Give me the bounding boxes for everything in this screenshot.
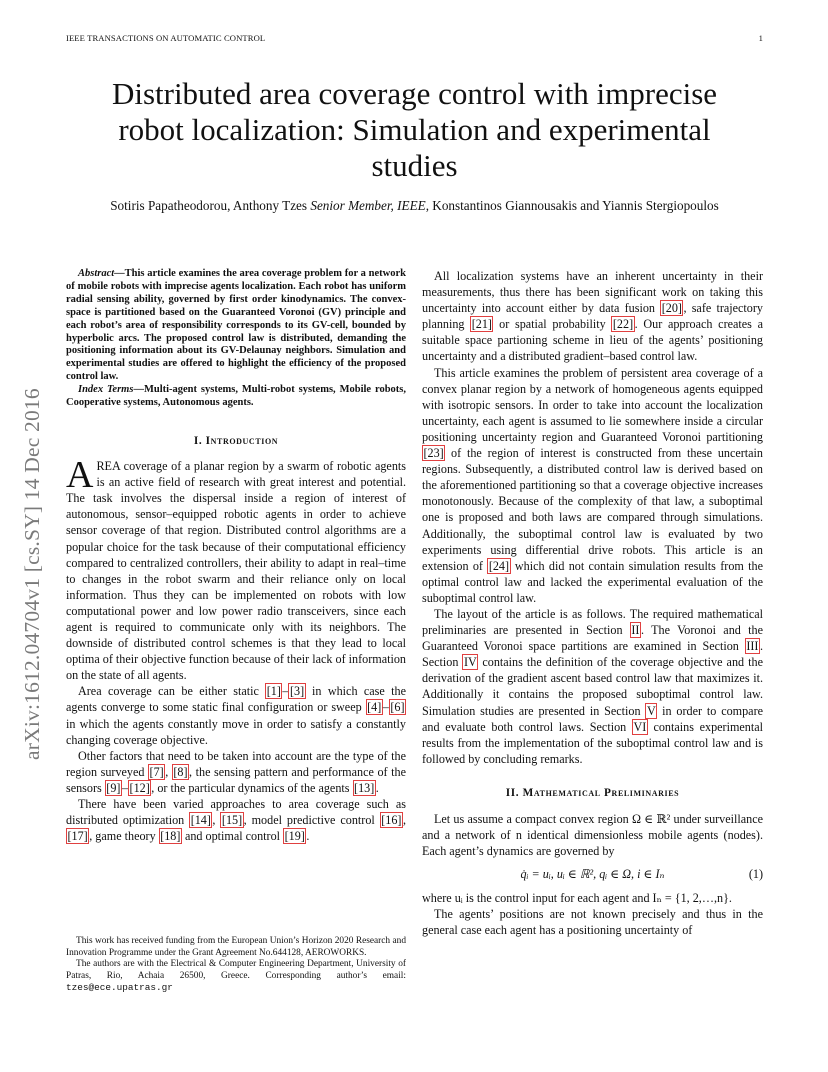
citation-link[interactable]: [8] [173, 764, 188, 779]
intro-paragraph [66, 748, 406, 796]
text: , model predictive control [243, 813, 380, 828]
text: in which case the agents converge to some static final configuration or sweep [66, 684, 406, 715]
text: , safe trajectory planning [422, 301, 763, 332]
text: , [165, 764, 172, 779]
text: in order to compare and evaluate both control laws. Section [422, 703, 763, 734]
citation-link[interactable]: [6] [390, 700, 405, 715]
body-paragraph [422, 365, 763, 606]
section-link[interactable]: II [631, 623, 640, 638]
body-paragraph: where uᵢ is the control input for each agent and Iₙ = {1, 2,…,n}. [422, 891, 732, 906]
text: and optimal control [181, 829, 284, 844]
text: There have been varied approaches to area coverage such as distributed optimization [66, 797, 406, 828]
text: The authors are with the Electrical & Computer Engineering Department, University of Patras, Rio, Achaia 26500, Greece. Corresponding author’s email: [66, 959, 406, 981]
citation-link[interactable]: [12] [129, 780, 150, 795]
section-heading-introduction: I. Introduction [193, 434, 279, 447]
abstract-label: Abstract [78, 268, 115, 279]
equation-number: (1) [748, 867, 763, 882]
index-terms [66, 384, 406, 410]
text: , [212, 813, 221, 828]
paragraph-text: REA coverage of a planar region by a swarm of robotic agents is an active field of research with great interest and potential. The task involves the dispersal inside a region of interest of autonomous, sensor–equipped robotic agents in order to achieve sensor coverage of that region. Distributed control algorithms are a popular choice for the task because of their computational efficiency compared to centralized controllers, their ability to adapt in real–time to changes in the robot swarm and their reliance only on local information. Thus they can be implemented on robots with low computational power and low power radio transceivers, since each agent is required to communicate only with its neighbors. The downside of distributed control schemes is that they lead to local optima of their objective function because of their lack of information on the state of all agents. [66, 459, 406, 683]
citation-link[interactable]: [23] [423, 446, 444, 461]
text: The layout of the article is as follows. The required mathematical preliminaries are presented in Section [422, 606, 763, 638]
equation-body: q̇ᵢ = uᵢ, uᵢ ∈ ℝ², qᵢ ∈ Ω, i ∈ Iₙ [520, 867, 665, 882]
journal-name: IEEE TRANSACTIONS ON AUTOMATIC CONTROL [66, 33, 266, 43]
text: . [306, 829, 310, 844]
citation-link[interactable]: [19] [284, 829, 305, 844]
abstract [66, 268, 406, 384]
section-heading-preliminaries: II. Mathematical Preliminaries [505, 786, 680, 799]
citation-link[interactable]: [21] [471, 317, 492, 332]
abstract-text: —This article examines the area coverage problem for a network of mobile robots with imprecise agents localization. Each robot has uniform radial sensing ability, governed by first order kinodynamics. The convex-space is partitioned based on the Guaranteed Voronoi (GV) principle and each robot’s area of responsibility corresponds to its GV-cell, bounded by hyperbolic arcs. The proposed control law is distributed, demanding the positioning information about its GV-Delaunay neighbors. Simulation and experimental studies are offered to highlight the efficiency of the proposed control law. [66, 268, 406, 383]
title-line: studies [371, 148, 458, 183]
affiliation-footnote [66, 959, 406, 995]
citation-link[interactable]: [7] [149, 764, 164, 779]
citation-link[interactable]: [9] [106, 780, 121, 795]
intro-paragraph [66, 796, 406, 844]
text: . The Voronoi and the Guaranteed Voronoi space partitions are examined in Section [422, 623, 763, 654]
citation-link[interactable]: [17] [67, 829, 88, 844]
text: . [375, 780, 379, 795]
citation-link[interactable]: [16] [381, 813, 402, 828]
text: Other factors that need to be taken into account are the type of the region surveyed [66, 748, 406, 779]
left-column [66, 268, 406, 844]
citation-link[interactable]: [24] [488, 558, 510, 573]
email-link[interactable]: tzes@ece.upatras.gr [66, 982, 173, 994]
text: – [121, 780, 129, 795]
author-names: Sotiris Papatheodorou, Anthony Tzes [110, 198, 311, 213]
text: which did not contain simulation results from the optimal control law and lacked the experimental evaluation of the suboptimal control law. [422, 558, 763, 605]
intro-paragraph [66, 683, 406, 747]
citation-link[interactable]: [13] [354, 780, 375, 795]
title-line: robot localization: Simulation and experimental [118, 112, 711, 147]
citation-link[interactable]: [20] [661, 301, 682, 316]
paper-title [66, 76, 763, 184]
citation-link[interactable]: [14] [190, 813, 211, 828]
citation-link[interactable]: [22] [612, 317, 634, 332]
text: , the sensing pattern and performance of the sensors [66, 764, 406, 795]
text: . Our approach creates a suitable space partioning scheme in lieu of the agents’ positioning uncertainty and a distributed gradient–based control law. [422, 317, 763, 364]
citation-link[interactable]: [18] [160, 829, 181, 844]
body-paragraph [422, 606, 763, 767]
text: , or the particular dynamics of the agents [151, 780, 353, 795]
intro-paragraph [66, 454, 406, 683]
citation-link[interactable]: [1] [266, 684, 281, 699]
section-link[interactable]: VI [633, 719, 647, 734]
text: . Section [422, 639, 763, 670]
text: , game theory [89, 829, 159, 844]
text: , [402, 813, 406, 828]
body-paragraph [422, 268, 763, 365]
citation-link[interactable]: [3] [289, 684, 305, 699]
section-link[interactable]: III [746, 639, 759, 654]
body-paragraph: The agents’ positions are not known precisely and thus in the general case each agent has a positioning uncertainty of [422, 907, 763, 938]
right-column [422, 268, 763, 939]
running-header [66, 33, 763, 43]
text: of the region of interest is constructed from these uncertain regions. Subsequently, a distributed control law is derived based on the aforementioned partitioning so that a coverage objective increases monotonously. Because of the complexity of that law, a suboptimal one is proposed and both laws are compared through simulations. Additionally, the suboptimal control law is evaluated by two experiments using differential drive robots. This article is an extension of [422, 446, 763, 573]
section-link[interactable]: IV [463, 655, 477, 670]
text: All localization systems have an inherent uncertainty in their measurements, thus there has been significant work on taking this uncertainty into account either by data fusion [422, 269, 763, 316]
funding-footnote: This work has received funding from the European Union’s Horizon 2020 Research and Innovation Programme under the Grant Agreement No.644128, AEROWORKS. [66, 936, 406, 958]
body-paragraph: Let us assume a compact convex region Ω ∈ ℝ² under surveillance and a network of n identical dimensionless mobile agents (nodes). Each agent’s dynamics are governed by [422, 812, 763, 859]
index-terms-label: Index Terms [78, 384, 134, 396]
text: contains the definition of the coverage objective and the derivation of the gradient ascent based control law that maximizes it. Additionally it contains the proposed suboptimal control law. Simulation studies are presented in Section [422, 655, 763, 718]
page-number: 1 [758, 33, 763, 43]
footnotes [66, 936, 406, 995]
author-list [66, 198, 763, 214]
text: or spatial probability [493, 317, 612, 332]
text: in which the agents constantly move in order to satisfy a constantly changing coverage objective. [66, 716, 406, 747]
arxiv-stamp[interactable]: arXiv:1612.04704v1 [cs.SY] 14 Dec 2016 [20, 388, 44, 760]
author-membership: Senior Member, IEEE [310, 198, 426, 213]
citation-link[interactable]: [15] [221, 813, 243, 828]
text: – [382, 700, 389, 715]
drop-cap: A [66, 454, 94, 497]
text: Area coverage can be either static [78, 684, 266, 699]
title-line: Distributed area coverage control with imprecise [111, 76, 718, 111]
text: contains experimental results from the implementation of the suboptimal control law and is followed by concluding remarks. [422, 719, 764, 766]
citation-link[interactable]: [4] [367, 700, 382, 715]
author-names: , Konstantinos Giannousakis and Yiannis Stergiopoulos [425, 198, 719, 213]
section-link[interactable]: V [646, 703, 656, 718]
text: This article examines the problem of persistent area coverage of a convex planar region by a network of homogeneous agents equipped with isotropic sensors. In order to take into account the localization uncertainty, each agent is assumed to lie somewhere inside a circular positioning uncertainty region and Guaranteed Voronoi partitioning [422, 365, 763, 444]
equation [422, 866, 763, 884]
index-terms-text: —Multi-agent systems, Multi-robot systems, Mobile robots, Cooperative systems, Autonomous agents. [66, 384, 406, 409]
text: – [282, 684, 289, 699]
